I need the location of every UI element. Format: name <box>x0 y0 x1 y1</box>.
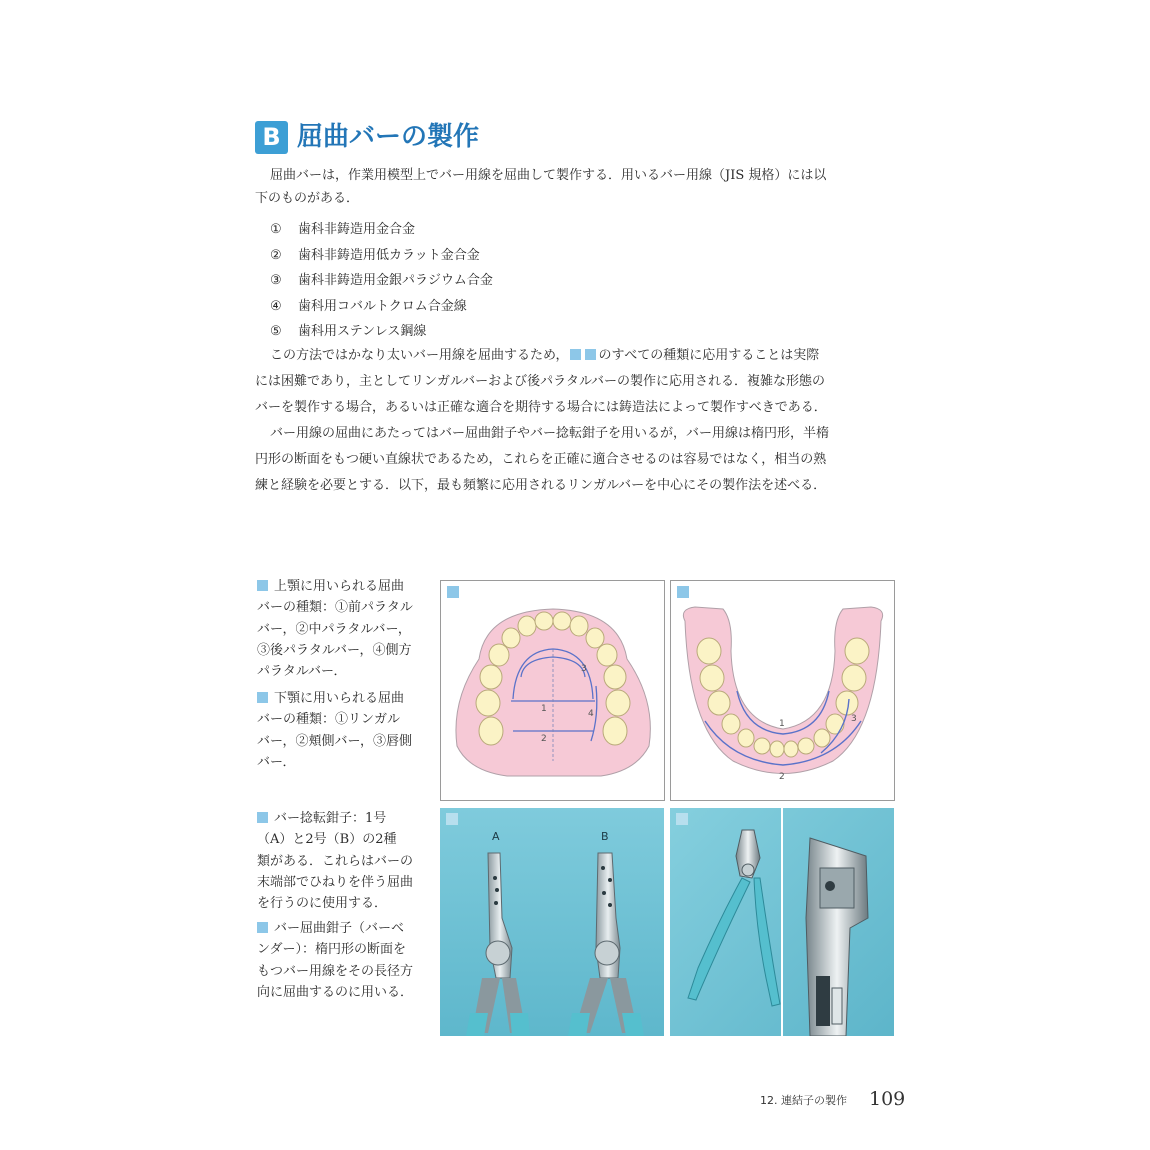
lower-bar-number: 2 <box>779 772 785 782</box>
para2-line-3: バーを製作する場合，あるいは正確な適合を期待する場合には鋳造法によって製作すべきである． <box>255 400 827 415</box>
figure-ref-icon <box>570 349 581 360</box>
list-item: ① 歯科非鋳造用金合金 <box>270 222 416 237</box>
upper-bar-number: 1 <box>541 704 547 714</box>
list-item: ⑤ 歯科用ステンレス鋼線 <box>270 324 427 340</box>
figure-marker-icon <box>257 580 268 591</box>
upper-bar-number: 4 <box>588 709 594 719</box>
page-number: 109 <box>869 1088 906 1110</box>
lower-bar-number: 1 <box>779 719 785 729</box>
para2-line-1: この方法ではかなり太いバー用線を屈曲するため， のすべての種類に応用することは実際 <box>270 348 820 363</box>
list-item: ④ 歯科用コバルトクロム合金線 <box>270 298 467 314</box>
figure-marker-icon <box>257 692 268 703</box>
section-title: 屈曲バーの製作 <box>297 122 480 152</box>
plier-label-a: A <box>492 830 500 843</box>
para3-line-3: 練と経験を必要とする．以下，最も頻繁に応用されるリンガルバーを中心にその製作法を述べる． <box>255 478 827 493</box>
twisting-pliers-illustration <box>440 808 664 1036</box>
figure-bending-pliers-photo <box>670 808 894 1036</box>
figure-marker-icon <box>257 922 268 933</box>
section-letter-badge: B <box>255 121 288 154</box>
figure-lower-arch <box>670 580 895 801</box>
caption-twisting-pliers: バー捻転鉗子：1号 （A）と2号（B）の2種 類がある．これらはバーの 末端部でひねりを伴う屈曲 を行うのに使用する． <box>257 811 414 912</box>
caption-bending-pliers: バー屈曲鉗子（バーベ ンダー）：楕円形の断面を もつバー用線をその長径方 向に屈曲するのに用いる． <box>257 921 414 1000</box>
bending-pliers-illustration <box>670 808 894 1036</box>
figure-label-icon <box>677 586 689 598</box>
figure-upper-arch <box>440 580 665 801</box>
figure-label-icon <box>447 586 459 598</box>
intro-line-2: 下のものがある． <box>255 191 360 206</box>
intro-line-1: 屈曲バーは，作業用模型上でバー用線を屈曲して製作する．用いるバー用線（JIS 規格）には以 <box>270 168 827 183</box>
figure-twisting-pliers-photo <box>440 808 664 1036</box>
list-item: ③ 歯科非鋳造用金銀パラジウム合金 <box>270 273 493 289</box>
upper-arch-diagram <box>441 581 664 800</box>
para2-line-2: には困難であり，主としてリンガルバーおよび後パラタルバーの製作に応用される．複雑な形態の <box>255 374 826 389</box>
figure-ref-icon <box>585 349 596 360</box>
list-item: ② 歯科非鋳造用低カラット金合金 <box>270 247 480 263</box>
upper-bar-number: 3 <box>581 664 587 674</box>
caption-upper-bars: 上顎に用いられる屈曲 バーの種類：①前パラタル バー，②中パラタルバー， ③後パラタルバー，④側方 パラタルバー． <box>257 579 413 680</box>
lower-arch-diagram <box>671 581 894 800</box>
upper-bar-number: 2 <box>541 734 547 744</box>
figure-marker-icon <box>257 812 268 823</box>
footer-chapter: 12. 連結子の製作 <box>760 1094 847 1107</box>
caption-lower-bars: 下顎に用いられる屈曲 バーの種類：①リンガル バー，②頬側バー，③唇側 バー． <box>257 691 412 770</box>
figure-label-icon <box>446 813 458 825</box>
lower-bar-number: 3 <box>851 714 857 724</box>
figure-label-icon <box>676 813 688 825</box>
materials-list <box>270 217 493 345</box>
plier-label-b: B <box>601 830 609 843</box>
para3-line-2: 円形の断面をもつ硬い直線状であるため，これらを正確に適合させるのは容易ではなく，相当の熟 <box>255 452 827 467</box>
para3-line-1: バー用線の屈曲にあたってはバー屈曲鉗子やバー捻転鉗子を用いるが，バー用線は楕円形，半楕 <box>270 426 830 441</box>
